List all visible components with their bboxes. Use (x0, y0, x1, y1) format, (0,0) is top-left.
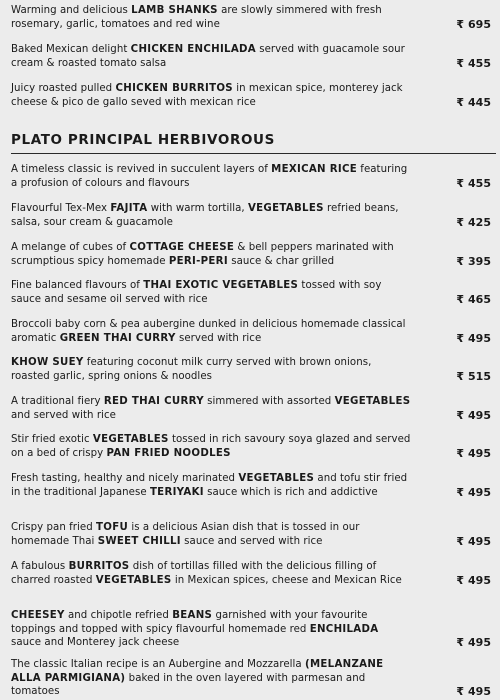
dish-name: GREEN THAI CURRY (59, 332, 176, 344)
description-text: served with rice (175, 332, 262, 344)
description-text: with warm tortilla, (147, 203, 248, 214)
dish-name: TOFU (96, 522, 129, 533)
menu-item-price (456, 574, 491, 588)
menu-item-description (11, 4, 411, 31)
price-amount: 495 (468, 408, 491, 422)
currency-symbol: ₹ (456, 534, 465, 548)
currency-symbol: ₹ (456, 95, 465, 109)
menu-item (11, 609, 495, 650)
description-text: Baked Mexican delight (11, 44, 131, 55)
price-amount: 455 (468, 176, 491, 190)
currency-symbol: ₹ (456, 446, 465, 460)
description-text: sauce and Monterey jack cheese (11, 637, 180, 648)
description-text: The classic Italian recipe is an Aubergine and Mozzarella (11, 659, 306, 670)
menu-item-description (11, 356, 411, 383)
menu-item (11, 472, 495, 499)
description-text: A melange of cubes of (11, 242, 130, 253)
dish-name: CHICKEN BURRITOS (115, 83, 233, 94)
description-text: are slowly simmered with fresh rosemary, garlic, tomatoes and red wine (11, 5, 382, 30)
dish-name: (MELANZANE ALLA PARMIGIANA) (11, 659, 384, 684)
price-amount: 495 (468, 534, 491, 548)
description-text: refried beans, salsa, sour cream & guacamole (11, 203, 399, 228)
description-text: Stir fried exotic (11, 434, 93, 445)
price-amount: 395 (468, 254, 491, 268)
menu-item-price (456, 216, 491, 230)
description-text: and tofu stir fried in the traditional Japanese (11, 473, 408, 498)
dish-name: FAJITA (110, 203, 148, 214)
price-amount: 455 (468, 56, 491, 70)
currency-symbol: ₹ (456, 56, 465, 70)
description-text: featuring a profusion of colours and flavours (11, 164, 408, 189)
currency-symbol: ₹ (456, 215, 465, 229)
price-amount: 695 (468, 17, 491, 31)
description-text: Broccoli baby corn & pea aubergine dunked in delicious homemade classical aromatic (11, 319, 406, 344)
price-amount: 515 (468, 369, 491, 383)
menu-item-description (11, 658, 411, 699)
menu-item-description (11, 609, 411, 650)
description-text: and served with rice (11, 409, 116, 421)
description-text: Crispy pan fried (11, 522, 97, 533)
menu-item (11, 163, 495, 190)
dish-name: VEGETABLES (238, 473, 315, 484)
menu-item-description (11, 433, 411, 460)
currency-symbol: ₹ (456, 17, 465, 31)
dish-name: CHICKEN ENCHILADA (130, 44, 256, 55)
menu-item-description (11, 395, 411, 422)
price-amount: 445 (468, 95, 491, 109)
description-text: Flavourful Tex-Mex (11, 203, 111, 214)
description-text: & bell peppers marinated with scrumptious spicy homemade (11, 242, 394, 267)
price-amount: 495 (468, 685, 491, 698)
dish-name: SWEET CHILLI (97, 535, 181, 547)
menu-item-price (456, 535, 491, 549)
menu-item (11, 43, 495, 70)
description-text: simmered with assorted (203, 396, 335, 407)
price-amount: 495 (468, 636, 491, 649)
dish-name: TERIYAKI (149, 486, 204, 498)
dish-name: VEGETABLES (95, 574, 172, 586)
dish-name: PAN FRIED NOODLES (106, 447, 231, 459)
dish-name: LAMB SHANKS (131, 5, 218, 16)
description-text: A timeless classic is revived in succulent layers of (11, 164, 272, 175)
menu-item-price (456, 177, 491, 191)
menu-item (11, 560, 495, 587)
menu-item-price (456, 18, 491, 32)
section-divider (11, 153, 496, 154)
menu-item-price (456, 370, 491, 384)
currency-symbol: ₹ (456, 369, 465, 383)
menu-item-price (456, 57, 491, 71)
currency-symbol: ₹ (456, 408, 465, 422)
dish-name: VEGETABLES (247, 203, 324, 214)
description-text: Fine balanced flavours of (11, 280, 144, 291)
menu-item (11, 241, 495, 268)
description-text: A fabulous (11, 561, 69, 572)
currency-symbol: ₹ (456, 636, 465, 649)
menu-item (11, 4, 495, 31)
menu-item (11, 433, 495, 460)
menu-item-description (11, 43, 411, 70)
dish-name: THAI EXOTIC VEGETABLES (143, 280, 299, 291)
currency-symbol: ₹ (456, 292, 465, 306)
menu-item (11, 658, 495, 699)
currency-symbol: ₹ (456, 485, 465, 499)
description-text: served with guacamole sour cream & roasted tomato salsa (11, 44, 405, 69)
menu-item (11, 279, 495, 306)
menu-item-description (11, 241, 411, 268)
description-text: tossed with soy sauce and sesame oil served with rice (11, 280, 382, 305)
menu-item (11, 82, 495, 109)
currency-symbol: ₹ (456, 685, 465, 698)
description-text: sauce and served with rice (180, 535, 323, 547)
menu-item (11, 202, 495, 229)
menu-item-description (11, 521, 411, 548)
menu-item-description (11, 82, 411, 109)
menu-item-price (456, 636, 491, 650)
menu-item-description (11, 560, 411, 587)
menu-item-price (456, 332, 491, 346)
price-amount: 495 (468, 446, 491, 460)
menu-item-description (11, 472, 411, 499)
dish-name: PERI-PERI (168, 255, 228, 267)
menu-item (11, 318, 495, 345)
currency-symbol: ₹ (456, 254, 465, 268)
description-text: Juicy roasted pulled (11, 83, 116, 94)
description-text: in mexican spice, monterey jack cheese & pico de gallo seved with mexican rice (11, 83, 403, 108)
dish-name: COTTAGE CHEESE (129, 242, 235, 253)
menu-item-description (11, 202, 411, 229)
dish-name: VEGETABLES (334, 396, 411, 407)
menu-item-price (456, 447, 491, 461)
menu-item-description (11, 318, 411, 345)
description-text: sauce which is rich and addictive (203, 486, 378, 498)
dish-name: BURRITOS (68, 561, 130, 572)
price-amount: 495 (468, 331, 491, 345)
section-title: PLATO PRINCIPAL HERBIVOROUS (11, 132, 275, 148)
description-text: garnished with your favourite toppings and topped with spicy flavourful homemade red (11, 610, 368, 635)
description-text: tossed in rich savoury soya glazed and served on a bed of crispy (11, 434, 411, 459)
dish-name: CHEESEY (11, 610, 65, 621)
currency-symbol: ₹ (456, 573, 465, 587)
dish-name: ENCHILADA (309, 623, 379, 635)
menu-item-description (11, 279, 411, 306)
menu-item (11, 395, 495, 422)
currency-symbol: ₹ (456, 331, 465, 345)
menu-item (11, 356, 495, 383)
description-text: featuring coconut milk curry served with brown onions, roasted garlic, spring onions & noodles (11, 357, 372, 382)
dish-name: RED THAI CURRY (103, 396, 204, 407)
dish-name: KHOW SUEY (11, 357, 84, 368)
dish-name: MEXICAN RICE (271, 164, 358, 175)
description-text: dish of tortillas filled with the delicious filling of charred roasted (11, 561, 377, 586)
description-text: sauce & char grilled (227, 255, 335, 267)
description-text: Fresh tasting, healthy and nicely marinated (11, 473, 239, 484)
menu-item-description (11, 163, 411, 190)
description-text: is a delicious Asian dish that is tossed in our homemade Thai (11, 522, 360, 547)
description-text: in Mexican spices, cheese and Mexican Rice (171, 574, 402, 586)
dish-name: VEGETABLES (92, 434, 169, 445)
menu-item-price (456, 96, 491, 110)
price-amount: 425 (468, 215, 491, 229)
menu-item-price (456, 293, 491, 307)
menu-item-price (456, 685, 491, 699)
description-text: baked in the oven layered with parmesan and tomatoes (11, 672, 366, 697)
price-amount: 495 (468, 573, 491, 587)
menu-item-price (456, 255, 491, 269)
description-text: A traditional fiery (11, 396, 104, 407)
menu-item-price (456, 409, 491, 423)
description-text: and chipotle refried (64, 610, 173, 621)
price-amount: 465 (468, 292, 491, 306)
menu-item (11, 521, 495, 548)
description-text: Warming and delicious (11, 5, 132, 16)
price-amount: 495 (468, 485, 491, 499)
menu-item-price (456, 486, 491, 500)
dish-name: BEANS (172, 610, 213, 621)
currency-symbol: ₹ (456, 176, 465, 190)
